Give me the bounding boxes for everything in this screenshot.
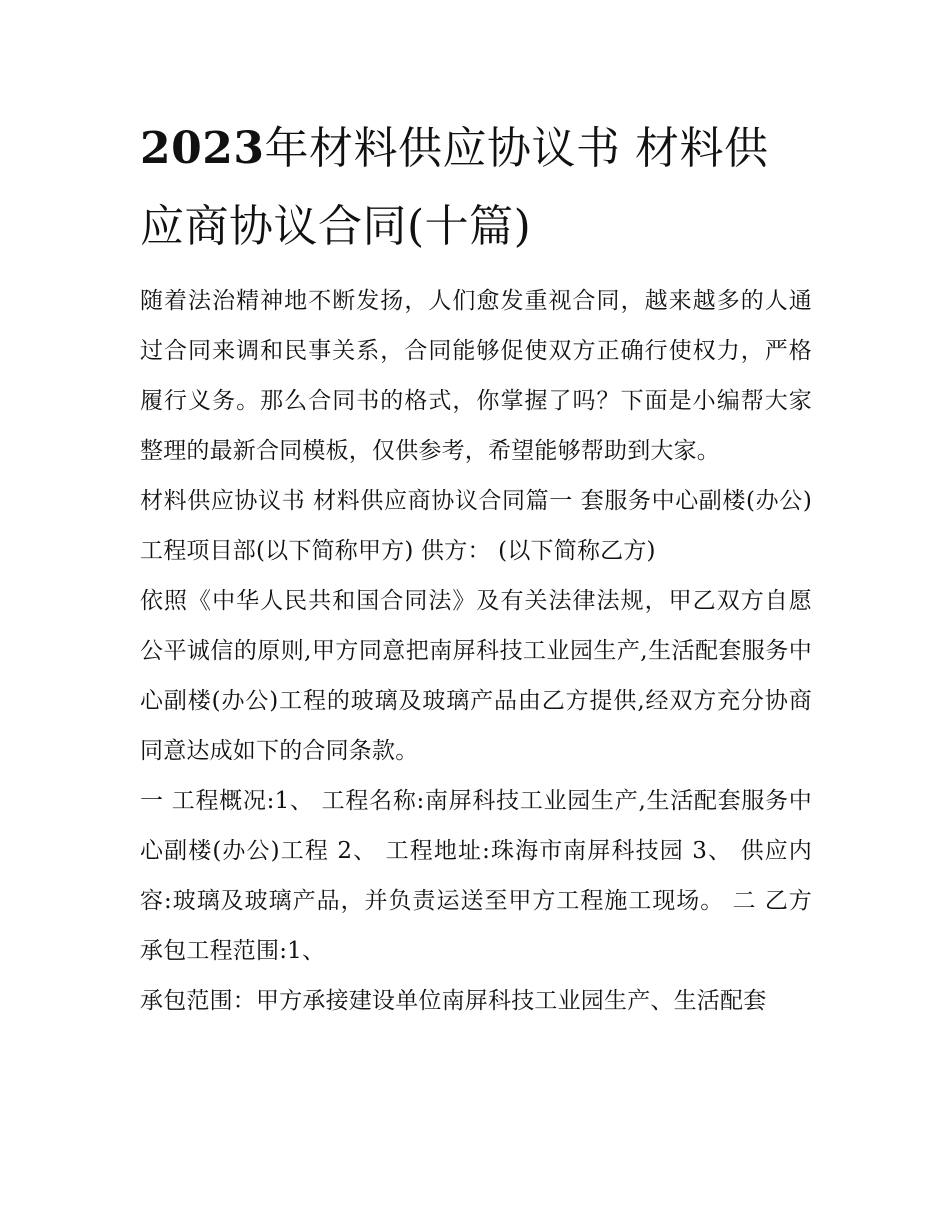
document-page <box>140 110 812 1026</box>
title-year: 2023 <box>140 123 265 174</box>
title-text: 年材料供应协议书 材料供应商协议合同(十篇) <box>140 123 769 252</box>
paragraph-basis: 依照《中华人民共和国合同法》及有关法律法规，甲乙双方自愿公平诚信的原则,甲方同意把南屏科技工业园生产,生活配套服务中心副楼(办公)工程的玻璃及玻璃产品由乙方提供,经双方充分协商同意达成如下的合同条款。 <box>140 588 812 764</box>
paragraph-parties: 材料供应协议书 材料供应商协议合同篇一 套服务中心副楼(办公)工程项目部(以下简称甲方) 供方： (以下简称乙方) <box>140 488 812 564</box>
paragraph-project-overview: 一 工程概况:1、 工程名称:南屏科技工业园生产,生活配套服务中心副楼(办公)工程 2、 工程地址:珠海市南屏科技园 3、 供应内容:玻璃及玻璃产品，并负责运送至甲方工程施工现场。 二 乙方承包工程范围:1、 <box>140 788 812 964</box>
paragraph-intro: 随着法治精神地不断发扬，人们愈发重视合同，越来越多的人通过合同来调和民事关系，合同能够促使双方正确行使权力，严格履行义务。那么合同书的格式，你掌握了吗？下面是小编帮大家整理的最新合同模板，仅供参考，希望能够帮助到大家。 <box>140 288 812 464</box>
document-title <box>140 110 812 266</box>
paragraph-scope: 承包范围：甲方承接建设单位南屏科技工业园生产、生活配套 <box>140 988 767 1014</box>
